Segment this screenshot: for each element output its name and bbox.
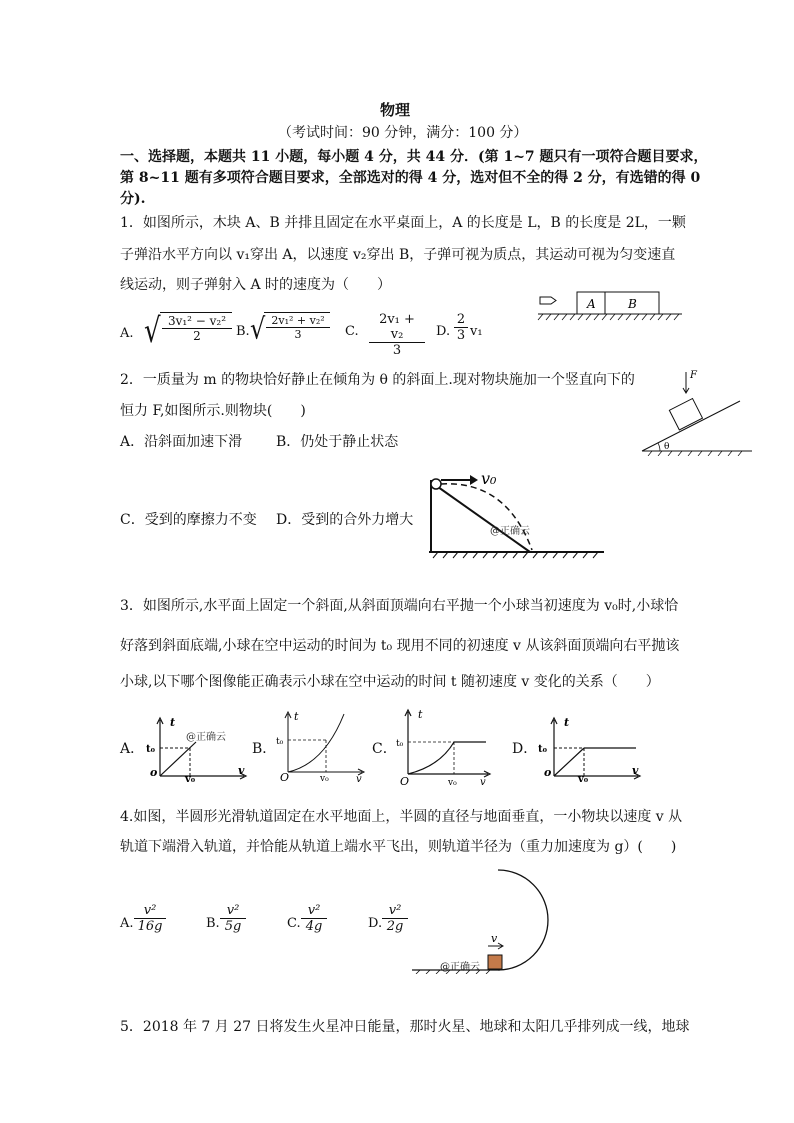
q1-text-line1: 1．如图所示，木块 A、B 并排且固定在水平桌面上，A 的长度是 L，B 的长度是 2L，一颗 xyxy=(120,215,686,231)
angle-label: θ xyxy=(664,442,670,452)
q1-d-denominator: 3 xyxy=(456,328,466,343)
trajectory-curve xyxy=(441,484,532,550)
sqrt-icon: √ xyxy=(250,312,266,346)
q1-b-numerator: 2v₁² + v₂² xyxy=(266,314,330,328)
q4-option-a-label: A. xyxy=(120,916,134,931)
q2-text-line1: 2．一质量为 m 的物块恰好静止在倾角为 θ 的斜面上.现对物块施加一个竖直向下的 xyxy=(120,372,635,388)
q3-incline-figure xyxy=(426,470,606,562)
v0-tick-label: v₀ xyxy=(185,774,196,782)
t0-tick-label: t₀ xyxy=(538,744,547,755)
v0-label: v₀ xyxy=(481,470,497,488)
axis-v-label: v xyxy=(356,774,362,782)
q4-text-line2: 轨道下端滑入轨道，并恰能从轨道上端水平飞出，则轨道半径为（重力加速度为 g）( ) xyxy=(120,839,677,855)
q3-option-c-label[interactable]: C． xyxy=(372,741,397,757)
block-a-label: A xyxy=(587,297,596,311)
velocity-label: v xyxy=(491,932,498,945)
q1-d-tail: v₁ xyxy=(470,324,483,339)
arrow-down-icon xyxy=(683,372,689,393)
watermark: @正确云 xyxy=(186,732,226,743)
q4-d-numerator: v² xyxy=(382,903,408,919)
section-heading-line3: 分). xyxy=(120,191,146,207)
q3-text-line1: 3．如图所示,水平面上固定一个斜面,从斜面顶端向右平抛一个小球当初速度为 v₀时,小球恰 xyxy=(120,598,679,614)
axis-v-label: v xyxy=(480,777,486,786)
block xyxy=(488,955,502,969)
q4-option-b-label: B. xyxy=(206,916,220,931)
q4-a-numerator: v² xyxy=(134,903,166,919)
q3-option-d-graph[interactable] xyxy=(534,712,646,782)
q3-text-line2: 好落到斜面底端,小球在空中运动的时间为 t₀ 现用不同的初速度 v 从该斜面顶端向右平抛该 xyxy=(120,638,680,654)
graph-line xyxy=(554,748,584,776)
q1-option-a-label: A. xyxy=(120,326,134,341)
q1-a-denominator: 2 xyxy=(193,329,201,343)
t0-tick-label: t₀ xyxy=(396,739,404,749)
watermark: @正确云 xyxy=(490,526,530,537)
v0-tick-label: v₀ xyxy=(578,774,589,782)
q4-semicircle-figure xyxy=(410,866,580,974)
watermark: @正确云 xyxy=(440,962,480,973)
q1-b-denominator: 3 xyxy=(294,328,302,341)
q4-b-denominator: 5g xyxy=(224,919,242,934)
q1-c-denominator: 3 xyxy=(392,343,402,358)
q4-text-line1: 4.如图，半圆形光滑轨道固定在水平地面上，半圆的直径与地面垂直，一小物块以速度 v 从 xyxy=(120,809,683,825)
exam-info: （考试时间：90 分钟，满分：100 分） xyxy=(278,125,528,141)
q4-option-d-label: D. xyxy=(368,916,383,931)
t0-tick-label: t₀ xyxy=(276,737,284,747)
q3-option-b-graph[interactable] xyxy=(276,706,368,782)
block-b-label: B xyxy=(628,297,637,311)
axis-t-label: t xyxy=(294,710,299,723)
q3-option-b-label[interactable]: B． xyxy=(252,741,277,757)
q2-incline-figure xyxy=(638,368,756,456)
q2-option-a[interactable]: A．沿斜面加速下滑 xyxy=(120,434,243,450)
q4-a-denominator: 16g xyxy=(137,919,163,934)
q1-text-line2: 子弹沿水平方向以 v₁穿出 A，以速度 v₂穿出 B，子弹可视为质点，其运动可视为匀变速直 xyxy=(120,247,676,263)
axis-t-label: t xyxy=(564,716,570,729)
q2-option-d[interactable]: D．受到的合外力增大 xyxy=(276,512,414,528)
q1-text-line3: 线运动，则子弹射入 A 时的速度为（ ） xyxy=(120,277,392,293)
q3-text-line3: 小球,以下哪个图像能正确表示小球在空中运动的时间 t 随初速度 v 变化的关系（ ） xyxy=(120,674,660,690)
q1-d-numerator: 2 xyxy=(454,312,468,328)
q2-text-line2: 恒力 F,如图所示.则物块( ) xyxy=(120,403,306,419)
origin-label: o xyxy=(150,766,158,779)
q4-d-denominator: 2g xyxy=(386,919,404,934)
axis-t-label: t xyxy=(170,716,176,729)
section-heading-line1: 一、选择题，本题共 11 小题，每小题 4 分，共 44 分．(第 1~7 题只有一项符合题目要求， xyxy=(120,149,708,165)
q4-b-numerator: v² xyxy=(220,903,246,919)
q1-option-b-label: B. xyxy=(236,324,250,339)
graph-curve xyxy=(408,742,454,774)
origin-label: O xyxy=(400,775,410,786)
q1-c-numerator: 2v₁ + v₂ xyxy=(369,312,425,343)
force-label: F xyxy=(690,370,697,381)
table-surface xyxy=(538,314,682,320)
q3-option-a-graph[interactable] xyxy=(140,712,252,782)
block xyxy=(669,399,702,430)
section-heading-line2: 第 8~11 题有多项符合题目要求，全部选对的得 4 分，选对但不全的得 2 分，有选错的得 0 xyxy=(120,170,701,186)
page-title: 物理 xyxy=(380,101,411,119)
q5-text-line1: 5．2018 年 7 月 27 日将发生火星冲日能量，那时火星、地球和太阳几乎排列成一线，地球 xyxy=(120,1019,690,1035)
bullet-icon xyxy=(540,297,556,304)
sqrt-icon: √ xyxy=(144,312,161,351)
ball xyxy=(431,479,441,489)
q4-option-c-label: C. xyxy=(287,916,301,931)
axis-v-label: v xyxy=(238,764,245,777)
v0-tick-label: v₀ xyxy=(320,774,329,782)
q4-c-denominator: 4g xyxy=(305,919,323,934)
angle-arc xyxy=(658,443,660,451)
axis-v-label: v xyxy=(632,764,639,777)
q2-option-c[interactable]: C．受到的摩擦力不变 xyxy=(120,512,257,528)
v0-tick-label: v₀ xyxy=(448,778,457,786)
q1-option-d-label: D. xyxy=(436,324,451,339)
origin-label: o xyxy=(544,766,552,779)
q4-c-numerator: v² xyxy=(301,903,327,919)
q3-option-a-label[interactable]: A． xyxy=(120,741,145,757)
origin-label: O xyxy=(280,771,290,782)
q1-blocks-figure xyxy=(535,290,685,324)
t0-tick-label: t₀ xyxy=(146,744,155,755)
q3-option-d-label[interactable]: D． xyxy=(512,741,538,757)
q1-a-numerator: 3v₁² − v₂² xyxy=(162,314,232,329)
axis-t-label: t xyxy=(418,708,423,721)
q1-option-c-label: C. xyxy=(345,324,359,339)
semicircle-track xyxy=(498,870,548,970)
graph-line xyxy=(160,742,196,776)
q2-option-b[interactable]: B．仍处于静止状态 xyxy=(276,434,399,450)
q3-option-c-graph[interactable] xyxy=(396,706,492,786)
